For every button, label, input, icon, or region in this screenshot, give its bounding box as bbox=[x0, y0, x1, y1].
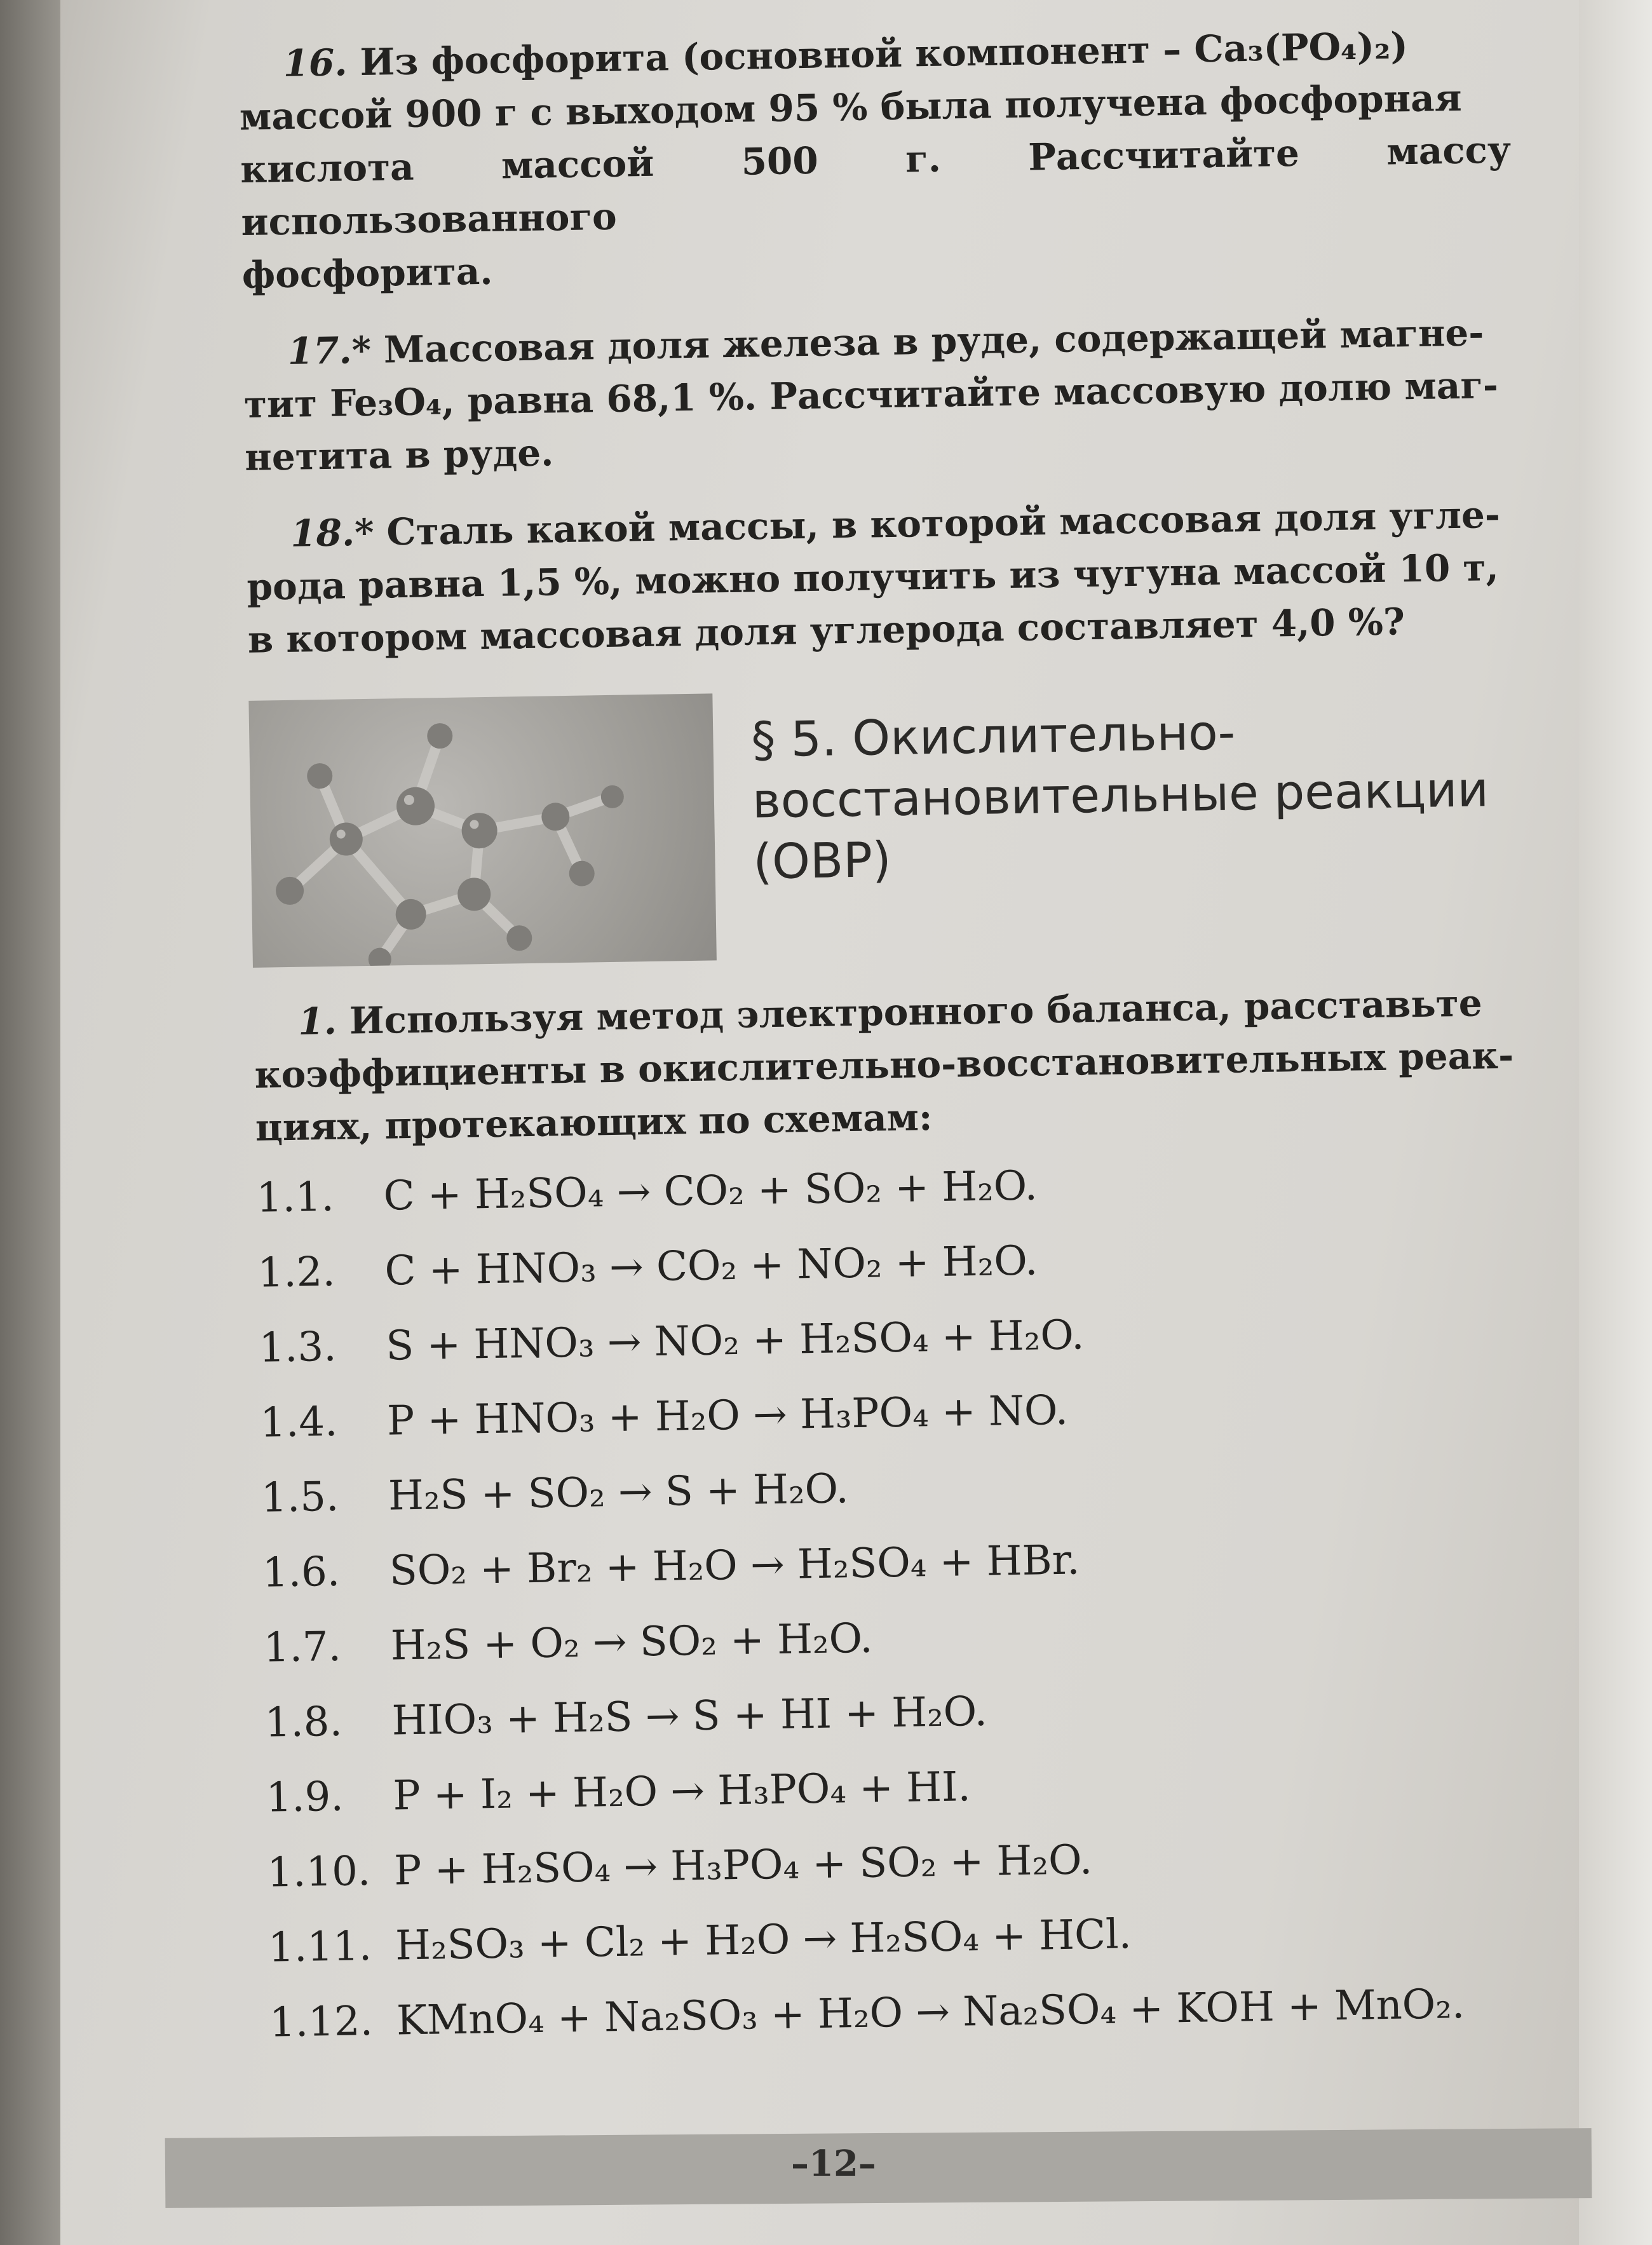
equation-number: 1.12. bbox=[269, 1998, 374, 2047]
page-number: –12– bbox=[791, 2143, 876, 2185]
section-title-line: восстановительные реакции bbox=[752, 761, 1489, 829]
exercise-line: циях, протекающих по схемам: bbox=[255, 1095, 933, 1150]
exercise-line: Используя метод электронного баланса, расставьте bbox=[349, 981, 1483, 1043]
equation-number: 1.11. bbox=[267, 1923, 372, 1972]
task-line: кислота массой 500 г. Рассчитайте массу использованного bbox=[240, 128, 1512, 244]
equation-scheme: C + HNO₃ → CO₂ + NO₂ + H₂O. bbox=[384, 1237, 1038, 1295]
equation-list bbox=[256, 1141, 1541, 2060]
equation-scheme: H₂SO₃ + Cl₂ + H₂O → H₂SO₄ + HCl. bbox=[395, 1911, 1132, 1970]
task-17 bbox=[243, 306, 1516, 484]
page-content bbox=[238, 18, 1541, 2061]
equation-scheme: HIO₃ + H₂S → S + HI + H₂O. bbox=[391, 1688, 988, 1745]
task-line: Из фосфорита (основной компонент – Ca₃(PO₄)₂) bbox=[359, 24, 1409, 84]
exercise-1-instructions bbox=[254, 976, 1527, 1154]
equation-scheme: H₂S + O₂ → SO₂ + H₂O. bbox=[390, 1615, 874, 1670]
task-number: 17.* bbox=[287, 328, 372, 373]
equation-number: 1.8. bbox=[264, 1698, 343, 1747]
equation-scheme: S + HNO₃ → NO₂ + H₂SO₄ + H₂O. bbox=[385, 1312, 1085, 1370]
equation-number: 1.2. bbox=[257, 1248, 336, 1297]
section-header bbox=[248, 681, 1524, 996]
task-number: 18.* bbox=[290, 510, 375, 555]
task-line: рода равна 1,5 %, можно получить из чугуна массой 10 т, bbox=[247, 545, 1500, 609]
section-title-line: (ОВР) bbox=[752, 831, 892, 890]
equation-number: 1.4. bbox=[259, 1398, 338, 1447]
equation-number: 1.6. bbox=[262, 1548, 341, 1597]
equation-number: 1.10. bbox=[266, 1848, 371, 1897]
exercise-line: коэффициенты в окислительно-восстановительных реак- bbox=[254, 1033, 1514, 1097]
task-number: 16. bbox=[283, 41, 348, 85]
equation-number: 1.5. bbox=[261, 1473, 339, 1522]
molecule-model-image bbox=[248, 693, 717, 967]
equation-number: 1.7. bbox=[263, 1623, 342, 1672]
page-footer-bar bbox=[165, 2128, 1592, 2208]
section-title bbox=[751, 697, 1548, 893]
equation-number: 1.3. bbox=[258, 1323, 337, 1372]
task-line: Сталь какой массы, в которой массовая доля угле- bbox=[386, 492, 1501, 554]
task-line: фосфорита. bbox=[241, 249, 493, 297]
task-line: массой 900 г с выходом 95 % была получена фосфорная bbox=[239, 76, 1463, 139]
task-line: нетита в руде. bbox=[244, 431, 554, 479]
equation-scheme: P + H₂SO₄ → H₃PO₄ + SO₂ + H₂O. bbox=[393, 1836, 1093, 1895]
equation-scheme: H₂S + SO₂ → S + H₂O. bbox=[388, 1465, 850, 1520]
equation-number: 1.9. bbox=[265, 1773, 344, 1822]
equation-scheme: P + I₂ + H₂O → H₃PO₄ + HI. bbox=[392, 1763, 972, 1820]
equation-scheme: KMnO₄ + Na₂SO₃ + H₂O → Na₂SO₄ + KOH + MnO₂. bbox=[396, 1981, 1465, 2045]
exercise-number: 1. bbox=[297, 999, 337, 1043]
task-16 bbox=[238, 18, 1513, 302]
task-line: в котором массовая доля углерода составляет 4,0 %? bbox=[247, 600, 1405, 661]
book-page bbox=[60, 0, 1579, 2245]
section-title-line: § 5. Окислительно- bbox=[750, 703, 1236, 768]
task-line: Массовая доля железа в руде, содержащей магне- bbox=[383, 311, 1484, 372]
molecule-model-illustration bbox=[248, 693, 717, 967]
equation-number: 1.1. bbox=[256, 1173, 335, 1222]
equation-scheme: P + HNO₃ + H₂O → H₃PO₄ + NO. bbox=[386, 1387, 1069, 1445]
equation-scheme: SO₂ + Br₂ + H₂O → H₂SO₄ + HBr. bbox=[389, 1536, 1080, 1595]
equation-scheme: C + H₂SO₄ → CO₂ + SO₂ + H₂O. bbox=[383, 1162, 1038, 1220]
task-18 bbox=[246, 488, 1519, 666]
task-line: тит Fe₃O₄, равна 68,1 %. Рассчитайте массовую долю маг- bbox=[243, 363, 1499, 426]
